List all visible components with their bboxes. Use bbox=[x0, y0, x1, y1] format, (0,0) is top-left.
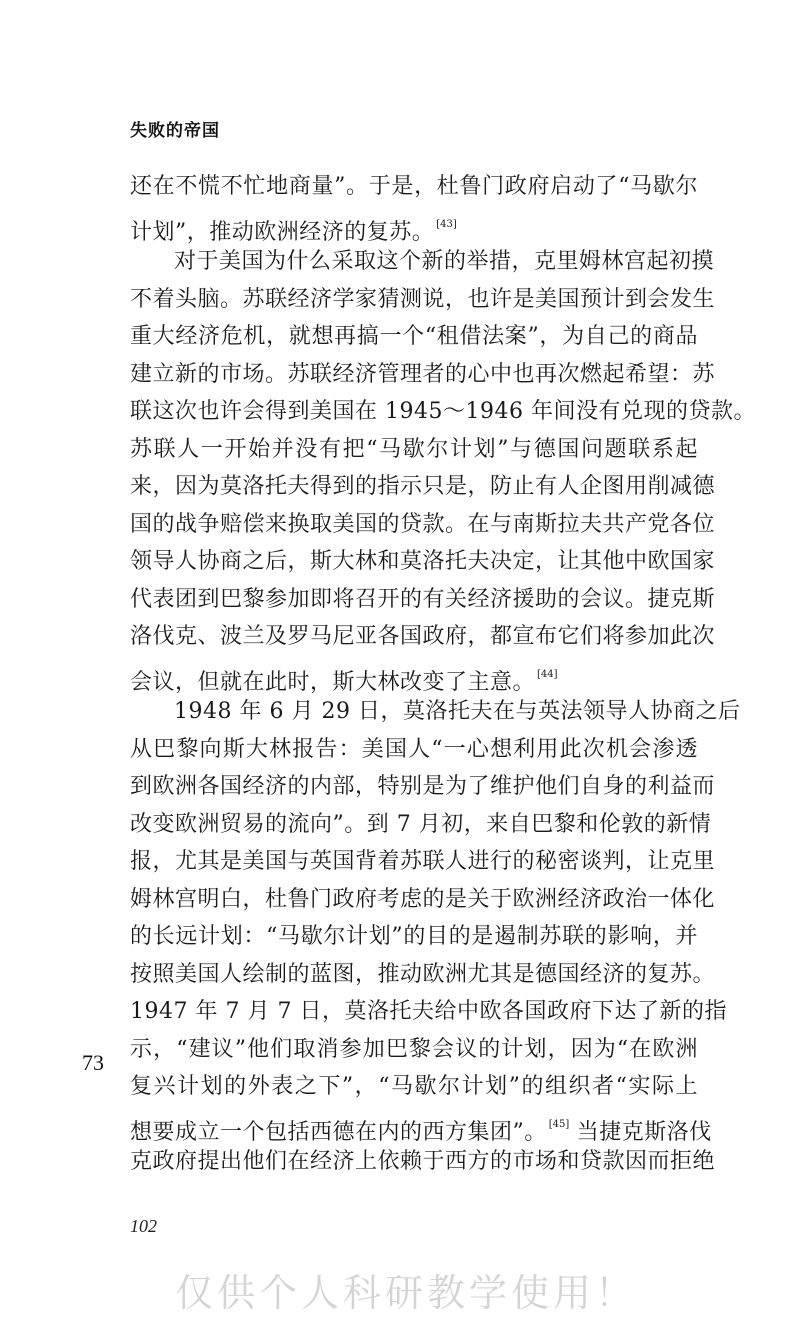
text-line: 从巴黎向斯大林报告：美国人“一心想利用此次机会渗透 bbox=[130, 736, 698, 762]
text-line: 联这次也许会得到美国在 1945～1946 年间没有兑现的贷款。 bbox=[130, 399, 756, 424]
text-line: 不着头脑。苏联经济学家猜测说，也许是美国预计到会发生 bbox=[130, 286, 716, 312]
text-line: 重大经济危机，就想再搞一个“租借法案”，为自己的商品 bbox=[130, 324, 698, 349]
text-line: 1948 年 6 月 29 日，莫洛托夫在与英法领导人协商之后 bbox=[174, 699, 741, 724]
text-line: 来，因为莫洛托夫得到的指示只是，防止有人企图用削减德 bbox=[130, 474, 716, 499]
watermark: 仅供个人科研教学使用！ bbox=[175, 1271, 638, 1315]
text-line: 还在不慌不忙地商量”。于是，杜鲁门政府启动了“马歇尔 bbox=[130, 174, 698, 199]
text-line: 复兴计划的外表之下”，“马歇尔计划”的组织者“实际上 bbox=[130, 1074, 698, 1099]
text-line: 按照美国人绘制的蓝图，推动欧洲尤其是德国经济的复苏。 bbox=[130, 961, 716, 987]
footnote-ref: [45] bbox=[548, 1118, 570, 1130]
text-line: 到欧洲各国经济的内部，特别是为了维护他们自身的利益而 bbox=[130, 774, 716, 799]
page-number: 102 bbox=[130, 1216, 157, 1236]
text-line: 姆林宫明白，杜鲁门政府考虑的是关于欧洲经济政治一体化 bbox=[130, 886, 716, 912]
body-text bbox=[130, 168, 756, 1181]
text-line: 示，“建议”他们取消参加巴黎会议的计划，因为“在欧洲 bbox=[130, 1036, 698, 1062]
text-line: 会议，但就在此时，斯大林改变了主意。 [44] bbox=[130, 668, 558, 695]
text-line: 苏联人一开始并没有把“马歇尔计划”与德国问题联系起 bbox=[130, 436, 698, 462]
text-line: 领导人协商之后，斯大林和莫洛托夫决定，让其他中欧国家 bbox=[130, 549, 716, 574]
text-line: 建立新的市场。苏联经济管理者的心中也再次燃起希望：苏 bbox=[130, 361, 716, 387]
running-title: 失败的帝国 bbox=[130, 121, 220, 141]
text-line: 想要成立一个包括西德在内的西方集团”。 [45] 当捷克斯洛伐 bbox=[130, 1118, 712, 1145]
text-line: 的长远计划：“马歇尔计划”的目的是遏制苏联的影响，并 bbox=[130, 924, 698, 949]
text-line: 国的战争赔偿来换取美国的贷款。在与南斯拉夫共产党各位 bbox=[130, 511, 716, 537]
text-line: 报，尤其是美国与英国背着苏联人进行的秘密谈判，让克里 bbox=[130, 849, 716, 874]
text-line: 1947 年 7 月 7 日，莫洛托夫给中欧各国政府下达了新的指 bbox=[130, 999, 727, 1024]
footnote-ref: [44] bbox=[537, 668, 558, 680]
text-line: 计划”，推动欧洲经济的复苏。 [43] bbox=[130, 218, 457, 245]
footnote-ref: [43] bbox=[436, 218, 457, 230]
text-line: 洛伐克、波兰及罗马尼亚各国政府，都宣布它们将参加此次 bbox=[130, 624, 716, 649]
text-line: 克政府提出他们在经济上依赖于西方的市场和贷款因而拒绝 bbox=[130, 1149, 716, 1174]
margin-page-number: 73 bbox=[82, 1050, 104, 1075]
text-line: 改变欧洲贸易的流向”。到 7 月初，来自巴黎和伦敦的新情 bbox=[130, 811, 712, 837]
text-line: 对于美国为什么采取这个新的举措，克里姆林宫起初摸 bbox=[174, 249, 715, 274]
text-line: 代表团到巴黎参加即将召开的有关经济援助的会议。捷克斯 bbox=[130, 586, 716, 612]
